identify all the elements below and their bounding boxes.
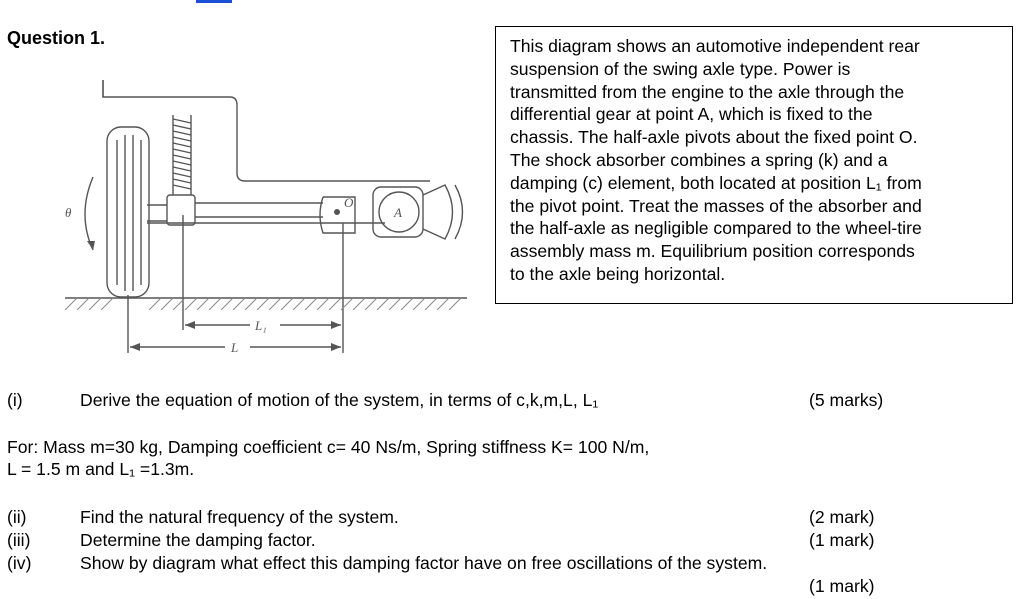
part-iii-marks: (1 mark) bbox=[809, 530, 875, 550]
part-iv-text: Show by diagram what effect this damping factor have on free oscillations of the system. bbox=[80, 553, 768, 573]
part-iii-row bbox=[0, 530, 1024, 552]
part-i-marks: (5 marks) bbox=[809, 390, 884, 410]
description-line: the pivot point. Treat the masses of the absorber and bbox=[510, 195, 922, 216]
wheel-tire bbox=[107, 127, 149, 297]
given-values-line2: L = 1.5 m and L₁ =1.3m. bbox=[7, 459, 195, 479]
differential-a-label: A bbox=[394, 205, 402, 220]
description-line: transmitted from the engine to the axle through the bbox=[510, 81, 905, 102]
description-line: suspension of the swing axle type. Power is bbox=[510, 58, 851, 79]
part-i-number: (i) bbox=[7, 390, 23, 410]
description-line: The shock absorber combines a spring (k) and a bbox=[510, 149, 888, 170]
pivot-o-label: O bbox=[344, 195, 354, 210]
description-line: the half-axle as negligible compared to the wheel-tire bbox=[510, 218, 922, 239]
shock-absorber-spring bbox=[173, 115, 191, 195]
theta-label: θ bbox=[65, 205, 72, 220]
description-line: This diagram shows an automotive independent rear bbox=[510, 36, 920, 56]
part-ii-number: (ii) bbox=[7, 507, 27, 527]
part-iii-text: Determine the damping factor. bbox=[80, 530, 316, 550]
part-iv-row bbox=[0, 553, 1024, 575]
description-line: damping (c) element, both located at position L₁ from bbox=[510, 172, 922, 193]
question-title: Question 1. bbox=[7, 28, 106, 48]
given-values-line1: For: Mass m=30 kg, Damping coefficient c= 40 Ns/m, Spring stiffness K= 100 N/m, bbox=[7, 437, 650, 457]
part-i-text: Derive the equation of motion of the system, in terms of c,k,m,L, L₁ bbox=[80, 390, 599, 410]
part-ii-marks: (2 mark) bbox=[809, 507, 875, 527]
l-dimension-label: L bbox=[231, 340, 239, 355]
top-accent-bar bbox=[196, 0, 232, 3]
description-box bbox=[495, 26, 1013, 304]
suspension-diagram bbox=[55, 55, 480, 360]
description-line: assembly mass m. Equilibrium position corresponds bbox=[510, 241, 915, 262]
part-iv-marks-row bbox=[0, 576, 1024, 598]
part-ii-row bbox=[0, 507, 1024, 529]
hub-block bbox=[167, 195, 195, 225]
description-line: to the axle being horizontal. bbox=[510, 263, 726, 284]
part-ii-text: Find the natural frequency of the system. bbox=[80, 507, 399, 527]
part-i-row bbox=[0, 390, 1024, 412]
description-line: differential gear at point A, which is fixed to the bbox=[510, 104, 873, 125]
part-iii-number: (iii) bbox=[7, 530, 31, 550]
description-line: chassis. The half-axle pivots about the fixed point O. bbox=[510, 127, 918, 148]
chassis-outline bbox=[103, 80, 430, 181]
l1-dimension-label: L₁ bbox=[255, 318, 267, 333]
part-iv-number: (iv) bbox=[7, 553, 32, 573]
part-iv-marks: (1 mark) bbox=[809, 576, 875, 596]
